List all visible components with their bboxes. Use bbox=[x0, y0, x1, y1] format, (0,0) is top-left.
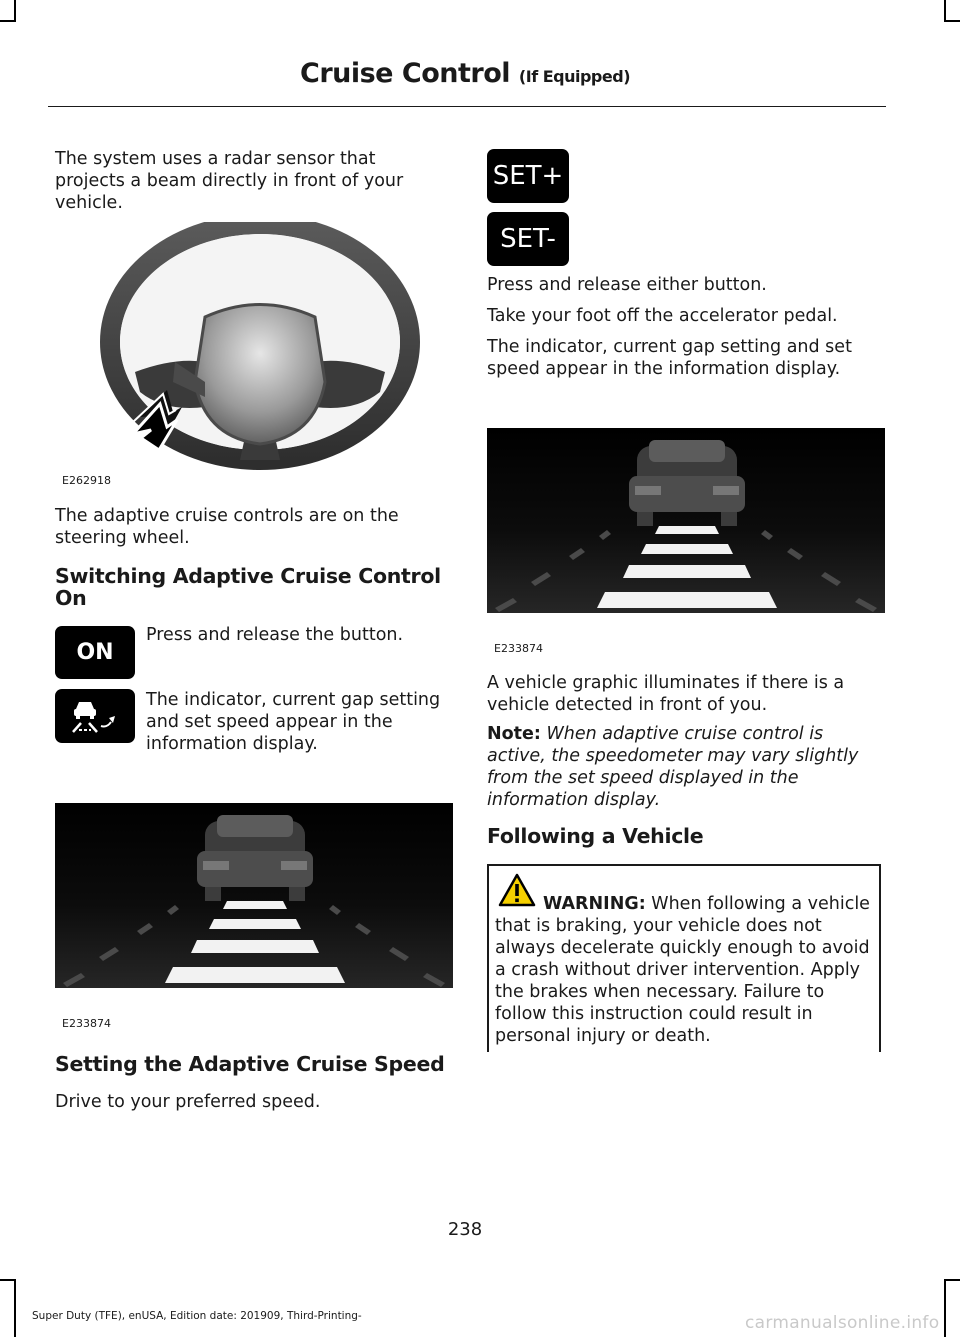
crop-mark bbox=[14, 0, 16, 20]
note-paragraph bbox=[487, 723, 882, 811]
page-title bbox=[0, 58, 930, 89]
indicator-paragraph-left: The indicator, current gap setting and set speed appear in the information display. bbox=[146, 690, 441, 754]
car-and-gap-bars-svg bbox=[487, 428, 885, 613]
crop-mark bbox=[0, 20, 16, 22]
following-heading: Following a Vehicle bbox=[487, 824, 704, 848]
crop-mark bbox=[944, 1279, 960, 1281]
header-rule bbox=[48, 106, 886, 107]
set-minus-label: SET- bbox=[500, 224, 556, 254]
page-title-main: Cruise Control bbox=[300, 58, 511, 89]
drive-paragraph: Drive to your preferred speed. bbox=[55, 1092, 321, 1112]
display-image-code-left: E233874 bbox=[62, 1017, 111, 1030]
intro-paragraph: The system uses a radar sensor that projects a beam directly in front of your vehicle. bbox=[55, 149, 404, 213]
indicator-paragraph-right: The indicator, current gap setting and set speed appear in the information display. bbox=[487, 337, 852, 379]
on-button-label: ON bbox=[76, 640, 114, 665]
display-illustration-right bbox=[487, 428, 885, 613]
steering-wheel-svg bbox=[55, 222, 453, 492]
set-minus-button-icon bbox=[487, 212, 569, 266]
set-speed-heading: Setting the Adaptive Cruise Speed bbox=[55, 1052, 445, 1076]
note-text: When adaptive cruise control is active, the speedometer may vary slightly from the set speed displayed in the information display. bbox=[487, 724, 859, 810]
set-plus-button-icon bbox=[487, 149, 569, 203]
page-title-qualifier: (If Equipped) bbox=[518, 67, 630, 86]
warning-text: When following a vehicle that is braking, your vehicle does not always decelerate quickly enough to avoid a crash without driver intervention. Apply the brakes when necessary. Failure to follow this instruction could result in personal injury or death. bbox=[495, 894, 870, 1046]
car-gap-icon bbox=[65, 696, 125, 736]
foot-off-paragraph: Take your foot off the accelerator pedal. bbox=[487, 306, 838, 326]
on-button-icon bbox=[55, 626, 135, 679]
switch-on-heading: Switching Adaptive Cruise Control On bbox=[55, 564, 441, 610]
note-label: Note: bbox=[487, 724, 541, 744]
crop-mark bbox=[944, 1279, 946, 1337]
set-plus-label: SET+ bbox=[492, 161, 564, 191]
press-either-paragraph: Press and release either button. bbox=[487, 275, 767, 295]
steering-image-code: E262918 bbox=[62, 474, 111, 487]
display-image-code-right: E233874 bbox=[494, 642, 543, 655]
warning-text-block bbox=[495, 893, 871, 1047]
controls-paragraph: The adaptive cruise controls are on the steering wheel. bbox=[55, 506, 399, 548]
crop-mark bbox=[944, 0, 946, 20]
on-instruction: Press and release the button. bbox=[146, 625, 404, 645]
warning-label: WARNING: bbox=[543, 894, 646, 914]
car-and-gap-bars-svg bbox=[55, 803, 453, 988]
page-number: 238 bbox=[447, 1219, 483, 1240]
steering-wheel-illustration bbox=[55, 222, 453, 492]
edition-line: Super Duty (TFE), enUSA, Edition date: 201909, Third-Printing- bbox=[32, 1310, 362, 1322]
vehicle-graphic-paragraph: A vehicle graphic illuminates if there is a vehicle detected in front of you. bbox=[487, 673, 845, 715]
display-illustration-left bbox=[55, 803, 453, 988]
crop-mark bbox=[944, 20, 960, 22]
watermark: carmanualsonline.info bbox=[745, 1313, 940, 1333]
adaptive-cruise-indicator-icon bbox=[55, 689, 135, 743]
crop-mark bbox=[14, 1279, 16, 1337]
